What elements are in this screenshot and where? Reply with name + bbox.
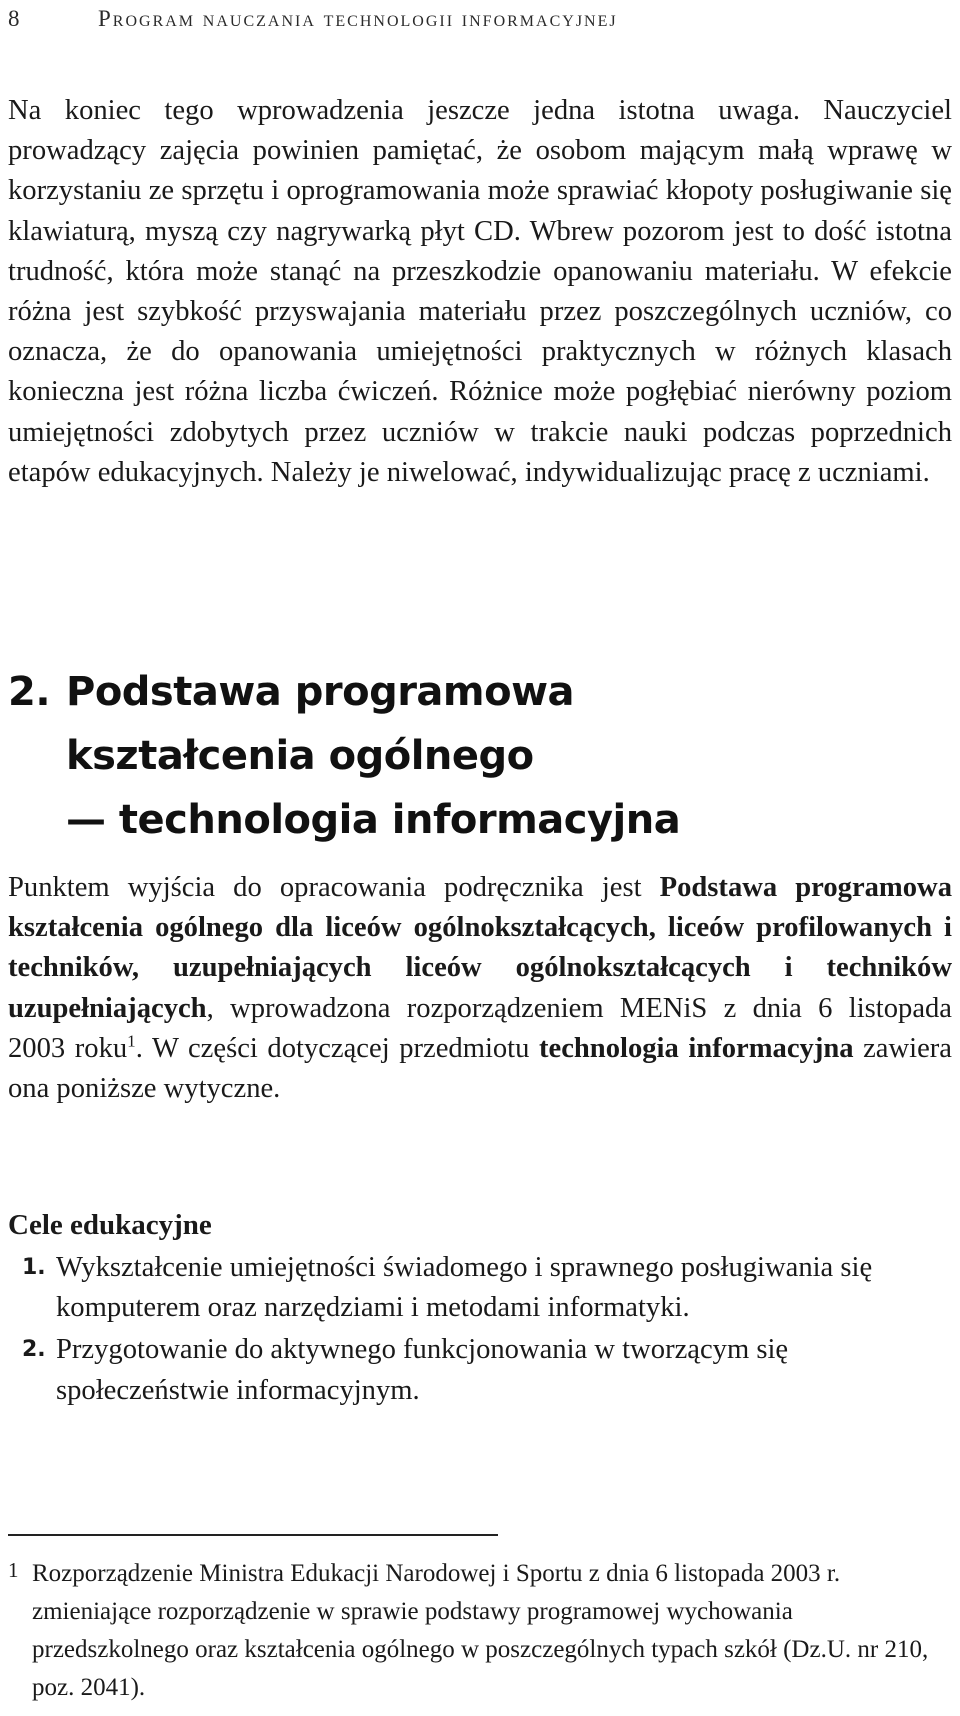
list-marker: 1.	[22, 1255, 46, 1280]
list-item	[8, 1330, 952, 1410]
section-number: 2.	[8, 669, 51, 715]
goals-heading: Cele edukacyjne	[8, 1209, 212, 1241]
footnote-divider	[8, 1534, 498, 1536]
footnote-text: Rozporządzenie Ministra Edukacji Narodowej i Sportu z dnia 6 listopada 2003 r. zmieniające rozporządzenie w sprawie podstawy programowej wychowania przedszkolnego oraz kształcenia ogólnego w poszczególnych typach szkół (Dz.U. nr 210, poz. 2041).	[32, 1560, 929, 1701]
section-title-line-3: — technologia informacyjna	[66, 797, 681, 843]
page-number: 8	[8, 6, 20, 31]
body-paragraph	[8, 868, 952, 1109]
section-title-line-1: Podstawa programowa	[66, 669, 575, 715]
list-marker: 2.	[22, 1337, 46, 1363]
list-item-text: Wykształcenie umiejętności świadomego i sprawnego posługiwania się komputerem oraz narzędziami i metodami informatyki.	[56, 1252, 873, 1324]
section-title-line-2: kształcenia ogólnego	[66, 733, 534, 779]
intro-paragraph: Na koniec tego wprowadzenia jeszcze jedna istotna uwaga. Nauczyciel prowadzący zajęcia powinien pamiętać, że osobom mającym małą wprawę w korzystaniu ze sprzętu i oprogramowania może sprawiać kłopoty posługiwanie się klawiaturą, myszą czy nagrywarką płyt CD. Wbrew pozorom jest to dość istotna trudność, która może stanąć na przeszkodzie opanowaniu materiału. W efekcie różna jest szybkość przyswajania materiału przez poszczególnych uczniów, co oznacza, że do opanowania umiejętności praktycznych w różnych klasach konieczna jest różna liczba ćwiczeń. Różnice może pogłębiać nierówny poziom umiejętności zdobytych przez uczniów w trakcie nauki podczas poprzednich etapów edukacyjnych. Należy je niwelować, indywidualizując pracę z uczniami.	[8, 95, 952, 488]
footnote	[8, 1555, 952, 1707]
list-item-text: Przygotowanie do aktywnego funkcjonowania w tworzącym się społeczeństwie informacyjnym.	[56, 1334, 789, 1406]
section-heading	[8, 660, 952, 852]
document-title-bold: Podstawa programowa kształcenia ogólnego dla liceów ogólnokształcących, liceów profilowanych i techników, uzupełniających liceów ogólnokształcących i techników uzupełniających	[8, 872, 952, 1024]
running-title: Program nauczania technologii informacyjnej	[98, 6, 618, 31]
body-text-end: zawiera ona poniższe wytyczne.	[8, 1032, 952, 1105]
running-header	[8, 2, 948, 36]
body-text-start: Punktem wyjścia do opracowania podręcznika jest	[8, 872, 660, 903]
body-text-after-ref: . W części dotyczącej przedmiotu	[135, 1032, 539, 1064]
footnote-reference[interactable]: 1	[127, 1031, 136, 1051]
footnote-marker: 1	[8, 1558, 19, 1582]
section-heading-line-1	[8, 660, 952, 724]
subject-name-bold: technologia informacyjna	[539, 1032, 854, 1064]
body-text-mid: , wprowadzona rozporządzeniem MENiS z dnia 6 listopada 2003 roku	[8, 992, 952, 1064]
goals-list	[8, 1248, 952, 1413]
list-item	[8, 1248, 952, 1328]
